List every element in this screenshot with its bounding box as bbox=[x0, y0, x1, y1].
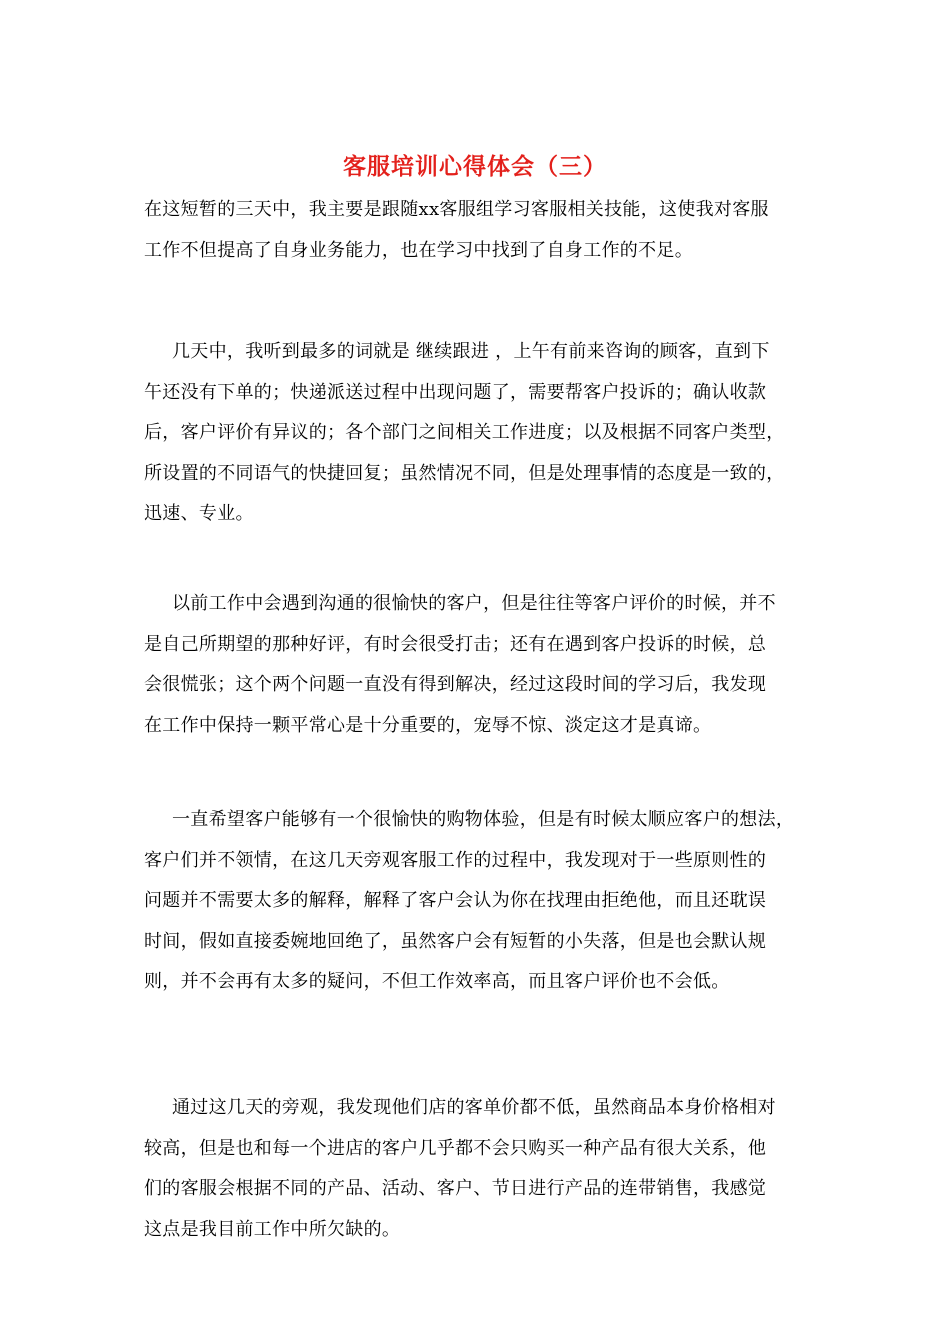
text-line: 较高，但是也和每一个进店的客户几乎都不会只购买一种产品有很大关系，他 bbox=[144, 1137, 767, 1159]
text-line: 时间，假如直接委婉地回绝了，虽然客户会有短暂的小失落，但是也会默认规 bbox=[144, 930, 767, 952]
paragraph-cross-selling bbox=[144, 1088, 824, 1250]
text-line: 则，并不会再有太多的疑问，不但工作效率高，而且客户评价也不会低。 bbox=[144, 971, 730, 992]
text-line: 通过这几天的旁观，我发现他们店的客单价都不低，虽然商品本身价格相对 bbox=[172, 1097, 776, 1118]
text-line: 一直希望客户能够有一个很愉快的购物体验，但是有时候太顺应客户的想法， bbox=[172, 809, 795, 830]
text-line: 以前工作中会遇到沟通的很愉快的客户，但是往往等客户评价的时候，并不 bbox=[172, 593, 776, 614]
text-line: 在工作中保持一颗平常心是十分重要的，宠辱不惊、淡定这才是真谛。 bbox=[144, 714, 712, 736]
text-line: 客户们并不领情，在这几天旁观客服工作的过程中，我发现对于一些原则性的 bbox=[144, 849, 767, 871]
text-line: 工作不但提高了自身业务能力，也在学习中找到了自身工作的不足。 bbox=[144, 239, 693, 261]
text-line: 这点是我目前工作中所欠缺的。 bbox=[144, 1218, 401, 1240]
text-line: 后，客户评价有异议的；各个部门之间相关工作进度；以及根据不同客户类型， bbox=[144, 422, 785, 443]
text-line: 是自己所期望的那种好评，有时会很受打击；还有在遇到客户投诉的时候，总 bbox=[144, 633, 767, 655]
paragraph-customer-experience bbox=[144, 800, 824, 1003]
text-line: 们的客服会根据不同的产品、活动、客户、节日进行产品的连带销售，我感觉 bbox=[144, 1178, 767, 1199]
text-line: 问题并不需要太多的解释，解释了客户会认为你在找理由拒绝他，而且还耽误 bbox=[144, 890, 767, 911]
paragraph-intro bbox=[144, 190, 824, 271]
text-line: 所设置的不同语气的快捷回复；虽然情况不同，但是处理事情的态度是一致的， bbox=[144, 462, 785, 484]
text-line: 午还没有下单的；快递派送过程中出现问题了，需要帮客户投诉的；确认收款 bbox=[144, 381, 767, 403]
text-line: 迅速、专业。 bbox=[144, 503, 254, 524]
text-line: 几天中，我听到最多的词就是 继续跟进 ，上午有前来咨询的顾客，直到下 bbox=[172, 341, 770, 362]
text-line: 会很慌张；这个两个问题一直没有得到解决，经过这段时间的学习后，我发现 bbox=[144, 674, 767, 695]
page-title: 客服培训心得体会（三） bbox=[343, 153, 607, 180]
text-line: 在这短暂的三天中，我主要是跟随xx客服组学习客服相关技能，这使我对客服 bbox=[144, 199, 769, 220]
paragraph-follow-up bbox=[144, 332, 824, 535]
paragraph-calm-mind bbox=[144, 584, 824, 746]
